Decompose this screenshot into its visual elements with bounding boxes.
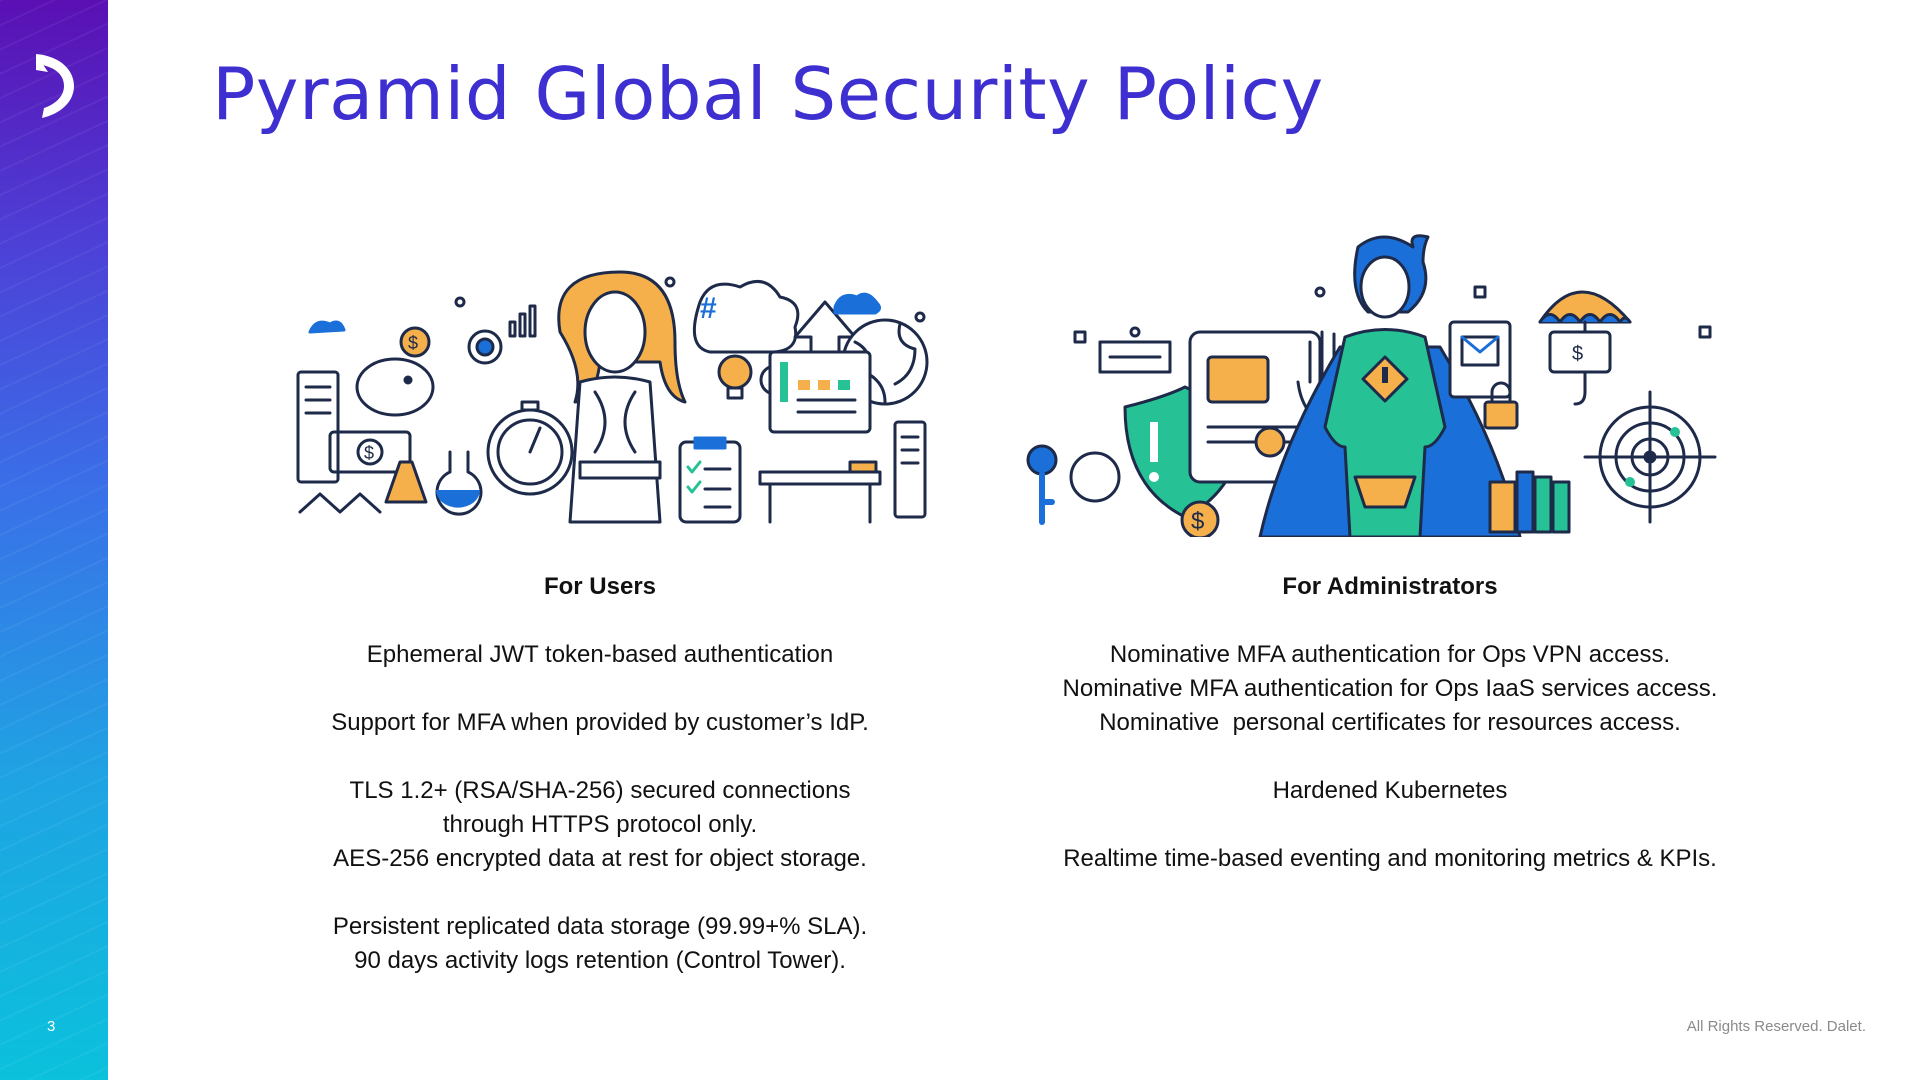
users-line: 90 days activity logs retention (Control Tower).	[354, 947, 846, 974]
users-line: Support for MFA when provided by customer’s IdP.	[331, 709, 869, 736]
admins-heading: For Administrators	[1282, 573, 1498, 600]
users-group-encryption	[230, 774, 970, 876]
sidebar	[0, 0, 108, 1080]
users-line: through HTTPS protocol only.	[442, 811, 758, 838]
admins-line: Nominative personal certificates for resources access.	[1099, 709, 1681, 736]
admins-line: Nominative MFA authentication for Ops IaaS services access.	[1062, 675, 1718, 702]
users-group-storage	[230, 910, 970, 978]
admins-group-mfa	[1000, 638, 1780, 740]
svg-text:$: $	[364, 443, 375, 463]
superhero-security-illustration	[1020, 232, 1740, 537]
users-column	[230, 570, 970, 1012]
admins-group-monitoring	[1000, 842, 1780, 876]
svg-text:$: $	[1191, 508, 1205, 535]
dalet-logo-icon	[30, 50, 80, 120]
admins-column	[1000, 570, 1780, 910]
admins-line: Hardened Kubernetes	[1272, 777, 1508, 804]
users-line: AES-256 encrypted data at rest for object storage.	[333, 845, 867, 872]
svg-text:$: $	[1572, 343, 1584, 365]
svg-text:$: $	[408, 333, 419, 353]
users-line: Ephemeral JWT token-based authentication	[366, 641, 834, 668]
users-group-auth	[230, 638, 970, 672]
admins-line: Realtime time-based eventing and monitoring metrics & KPIs.	[1063, 845, 1717, 872]
users-line: Persistent replicated data storage (99.99+% SLA).	[332, 913, 868, 940]
page-title: Pyramid Global Security Policy	[212, 52, 1324, 136]
users-heading: For Users	[543, 573, 657, 600]
admins-line: Nominative MFA authentication for Ops VPN access.	[1109, 641, 1671, 668]
users-line: TLS 1.2+ (RSA/SHA-256) secured connections	[349, 777, 851, 804]
page-number: 3	[47, 1018, 56, 1035]
footer-copyright: All Rights Reserved. Dalet.	[1686, 1018, 1866, 1035]
svg-text:#: #	[700, 292, 717, 325]
users-group-mfa	[230, 706, 970, 740]
thinking-woman-business-illustration	[290, 262, 930, 527]
admins-group-kubernetes	[1000, 774, 1780, 808]
